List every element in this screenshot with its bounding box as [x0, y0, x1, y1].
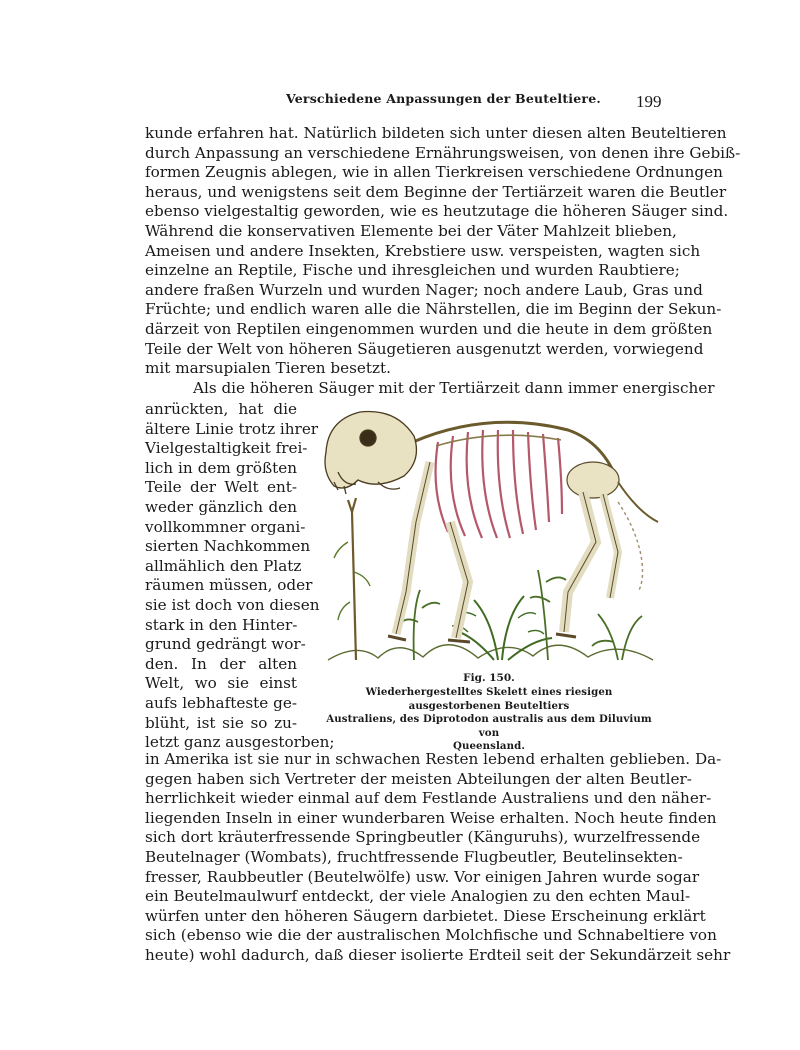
text-line: Früchte; und endlich waren alle die Nährstellen, die im Beginn der Sekun- [145, 300, 722, 319]
text-line: liegenden Inseln in einer wunderbaren Weise erhalten. Noch heute finden [145, 808, 717, 827]
text-line: lich in dem größten [145, 458, 297, 477]
text-line: andere fraßen Wurzeln und wurden Nager; noch andere Laub, Gras und [145, 280, 703, 299]
text-line: kunde erfahren hat. Natürlich bildeten sich unter diesen alten Beuteltieren [145, 124, 727, 142]
caption-line: Wiederhergestelltes Skelett eines riesigen ausgestorbenen Beuteltiers [365, 686, 613, 712]
text-line: grund gedrängt wor- [145, 635, 306, 654]
text-line: Teile der Welt von höheren Säugetieren ausgenutzt werden, vorwiegend [145, 339, 704, 358]
text-line: sierten Nachkommen [145, 537, 311, 556]
text-line: würfen unter den höheren Säugern darbietet. Diese Erscheinung erklärt [145, 906, 706, 925]
skeleton-bones [388, 422, 658, 642]
text-line: herrlichkeit wieder einmal auf dem Festlande Australiens und den näher- [145, 789, 712, 808]
text-line: gegen haben sich Vertreter der meisten Abteilungen der alten Beutler- [145, 769, 692, 788]
text-line: den. In der alten [145, 654, 297, 673]
text-line: formen Zeugnis ablegen, wie in allen Tierkreisen verschiedene Ordnungen [145, 163, 723, 182]
text-line: Welt, wo sie einst [145, 674, 297, 693]
top-paragraphs [145, 124, 741, 398]
text-line: Vielgestaltigkeit frei- [145, 439, 308, 458]
caption-line: Australiens, des Diprotodon australis aus dem Diluvium von [326, 713, 652, 739]
narrow-column-text [145, 400, 335, 753]
text-line: därzeit von Reptilen eingenommen wurden und die heute in dem größten [145, 319, 713, 338]
text-line: blüht, ist sie so zu- [145, 713, 297, 732]
text-line: sie ist doch von diesen [145, 595, 320, 614]
text-line: stark in den Hinter- [145, 615, 298, 634]
caption-line: Queensland. [452, 740, 526, 752]
text-line: letzt ganz ausgestorben; [145, 733, 335, 752]
text-line: einzelne an Reptile, Fische und ihresgleichen und wurden Raubtiere; [145, 261, 680, 280]
text-line: ein Beutelmaulwurf entdeckt, der viele Analogien zu den echten Maul- [145, 887, 691, 906]
figure-caption [318, 686, 660, 754]
text-line: Während die konservativen Elemente bei der Väter Mahlzeit blieben, [145, 221, 677, 240]
text-line: Beutelnager (Wombats), fruchtfressende Flugbeutler, Beutelinsekten- [145, 847, 683, 866]
running-head: Verschiedene Anpassungen der Beuteltiere. [286, 91, 601, 106]
text-line: allmählich den Platz [145, 556, 302, 575]
text-line: mit marsupialen Tieren besetzt. [145, 359, 391, 378]
text-line: in Amerika ist sie nur in schwachen Resten lebend erhalten geblieben. Da- [145, 750, 722, 768]
text-line: sich (ebenso wie die der australischen Molchfische und Schnabeltiere von [145, 926, 717, 945]
figure-number: Fig. 150. [463, 672, 515, 684]
text-line: fresser, Raubbeutler (Beutelwölfe) usw. Vor einigen Jahren wurde sogar [145, 867, 700, 886]
text-line: sich dort kräuterfressende Springbeutler (Känguruhs), wurzelfressende [145, 828, 701, 847]
bottom-paragraph [145, 750, 731, 966]
skeleton-illustration [318, 402, 660, 670]
text-line: Teile der Welt ent- [145, 478, 297, 497]
skull-illustration [325, 412, 416, 495]
text-line: durch Anpassung an verschiedene Ernährungsweisen, von denen ihre Gebiß- [145, 143, 741, 162]
text-line: räumen müssen, oder [145, 576, 313, 595]
text-line: heute) wohl dadurch, daß dieser isolierte Erdteil seit der Sekundärzeit sehr [145, 945, 731, 964]
text-line: anrückten, hat die [145, 400, 297, 418]
text-line: aufs lebhafteste ge- [145, 693, 297, 712]
text-line: ebenso vielgestaltig geworden, wie es heutzutage die höheren Säuger sind. [145, 202, 729, 221]
text-line: ältere Linie trotz ihrer [145, 419, 319, 438]
page-number: 199 [636, 92, 662, 111]
text-line: weder gänzlich den [145, 497, 297, 516]
text-line: Ameisen und andere Insekten, Krebstiere usw. verspeisten, wagten sich [145, 241, 701, 260]
figure-diprotodon [318, 402, 660, 752]
paragraph-start-line: Als die höheren Säuger mit der Tertiärzeit dann immer energischer [193, 378, 715, 397]
text-line: heraus, und wenigstens seit dem Beginne der Tertiärzeit waren die Beutler [145, 182, 727, 201]
text-line: vollkommner organi- [145, 517, 306, 536]
